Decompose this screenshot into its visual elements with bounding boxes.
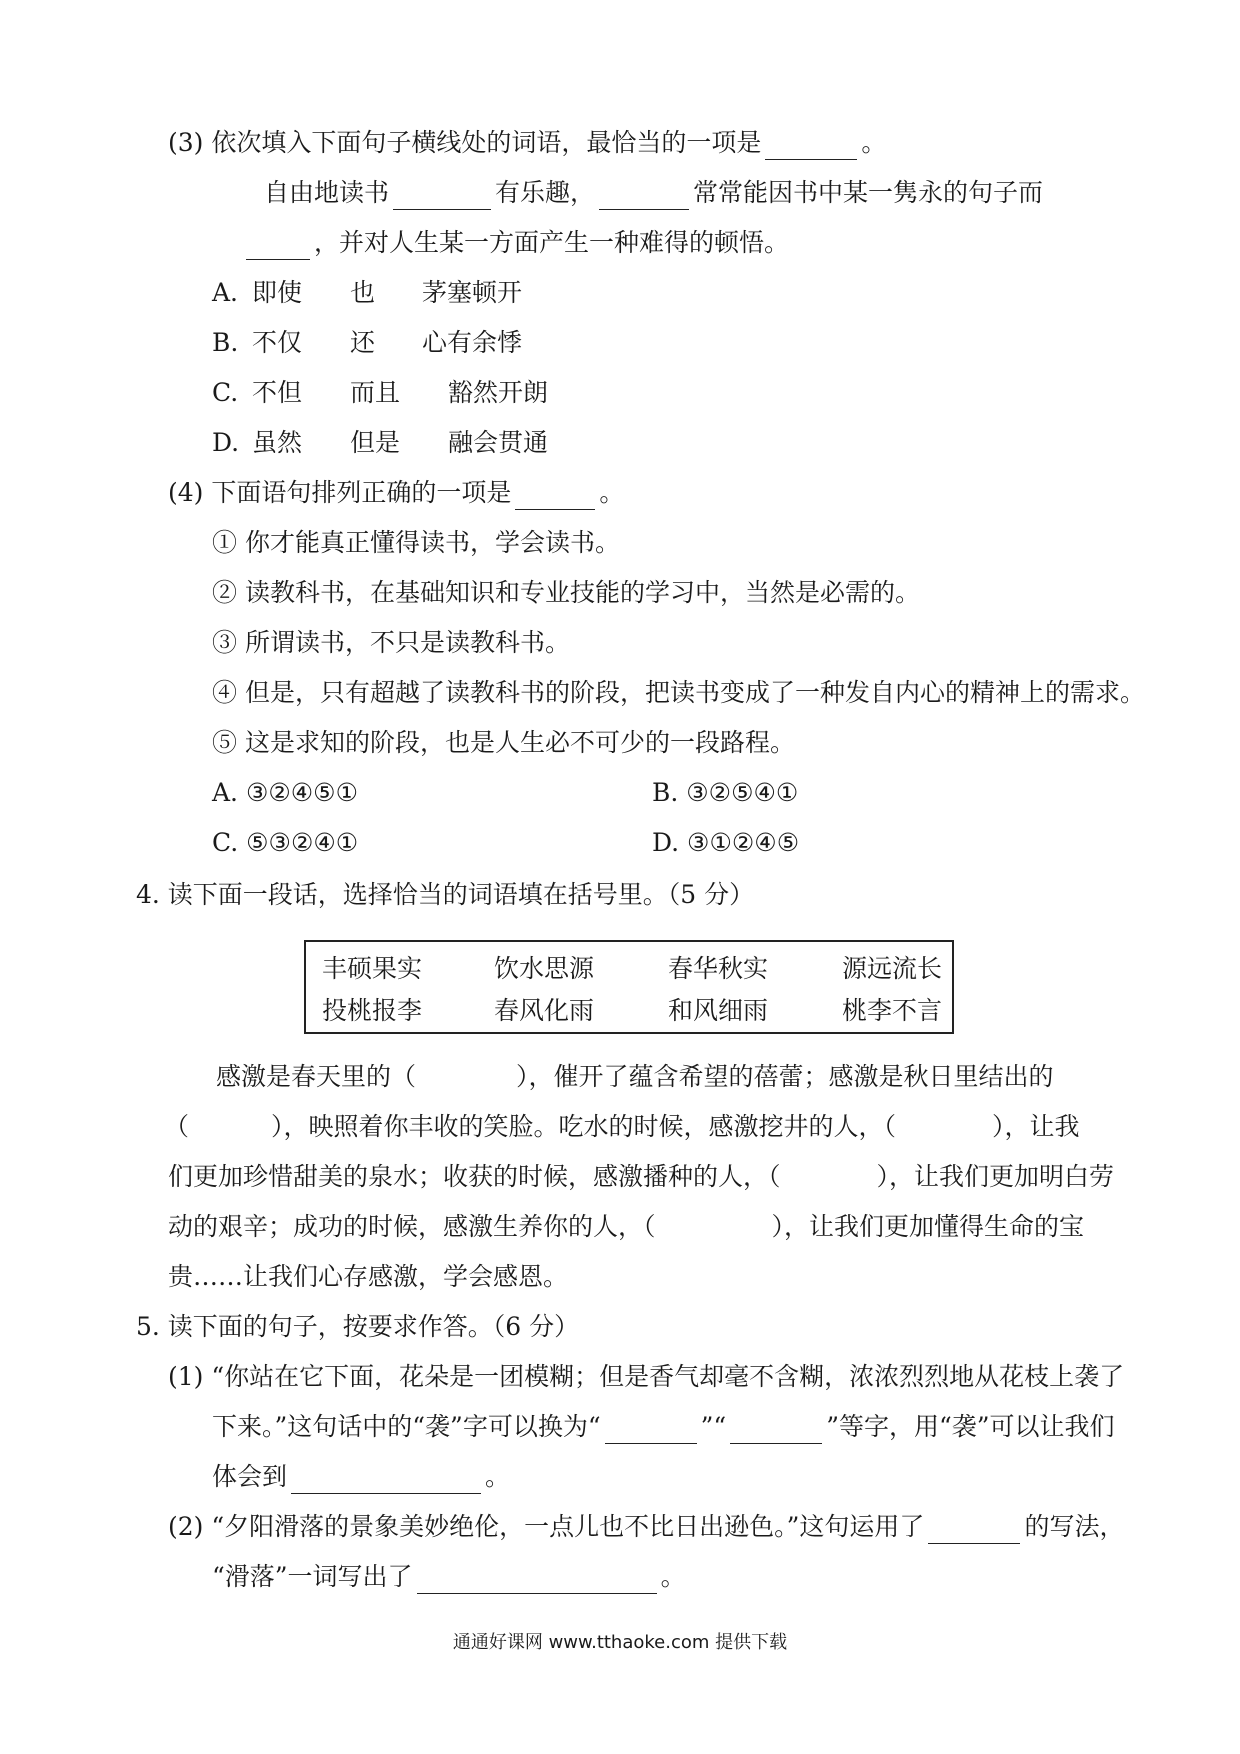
q4sub-option-b[interactable]: B. ③②⑤④① (652, 778, 799, 807)
answer-blank[interactable] (291, 1467, 481, 1494)
word-bank-item: 和风细雨 (668, 996, 769, 1025)
q5-sub2-line2 (212, 1560, 686, 1594)
option-word: 也 (350, 278, 376, 307)
option-word: 不但 (252, 378, 303, 407)
q3-sentence-part: 常常能因书中某一隽永的句子而 (693, 178, 1044, 207)
q4-passage-line1 (216, 1060, 1054, 1094)
option-word: 还 (350, 328, 376, 357)
option-word: 而且 (350, 378, 401, 407)
option-word: 豁然开朗 (448, 378, 549, 407)
word-bank-item: 桃李不言 (842, 996, 943, 1025)
option-letter: D. (212, 428, 240, 457)
option-letter: C. (212, 378, 239, 407)
q3-option-b[interactable] (212, 326, 522, 360)
q4sub-option-c[interactable]: C. ⑤③②④① (212, 828, 359, 857)
passage-text: 们更加珍惜甜美的泉水；收获的时候，感激播种的人，（ (168, 1162, 781, 1191)
q3-stem-end: 。 (861, 128, 887, 157)
q5-sub2-line1 (168, 1510, 1124, 1544)
word-bank-item: 源远流长 (842, 954, 943, 983)
q5-text: “滑落”一词写出了 (212, 1562, 413, 1591)
q4sub-item-2: ② 读教科书，在基础知识和专业技能的学习中，当然是必需的。 (212, 578, 920, 607)
q5-text: 下来。”这句话中的“袭”字可以换为“ (212, 1412, 601, 1441)
answer-blank[interactable] (599, 183, 689, 210)
q5-text: ”等字，用“袭”可以让我们 (826, 1412, 1115, 1441)
option-word: 融会贯通 (448, 428, 549, 457)
q4sub-item-4: ④ 但是，只有超越了读教科书的阶段，把读书变成了一种发自内心的精神上的需求。 (212, 678, 1145, 707)
passage-text: 感激是春天里的（ (216, 1062, 417, 1091)
q4sub-stem (168, 476, 624, 510)
q5-text: 体会到 (212, 1462, 288, 1491)
option-letter: A. (212, 278, 239, 307)
q5-text: ”“ (700, 1412, 727, 1441)
q5-text: 。 (485, 1462, 511, 1491)
option-word: 即使 (252, 278, 303, 307)
word-bank-item: 饮水思源 (494, 954, 595, 983)
q4sub-item-3: ③ 所谓读书，不只是读教科书。 (212, 628, 570, 657)
q4sub-stem-end: 。 (599, 478, 625, 507)
q5-title: 5. 读下面的句子，按要求作答。（6 分） (136, 1312, 580, 1341)
passage-text: ），让我们更加懂得生命的宝 (771, 1212, 1085, 1241)
q4sub-stem-text: (4) 下面语句排列正确的一项是 (168, 478, 512, 507)
q3-stem (168, 126, 886, 160)
passage-text: ），映照着你丰收的笑脸。吃水的时候，感激挖井的人，（ (271, 1112, 897, 1141)
q3-option-d[interactable] (212, 426, 548, 460)
word-bank-item: 丰硕果实 (322, 954, 423, 983)
word-bank-box (304, 940, 954, 1034)
answer-blank[interactable] (765, 133, 857, 160)
q3-sentence-line2 (246, 226, 789, 260)
q4sub-option-d[interactable]: D. ③①②④⑤ (652, 828, 800, 857)
q5-text: (2) “夕阳滑落的景象美妙绝伦，一点儿也不比日出逊色。”这句运用了 (168, 1512, 925, 1541)
option-word: 不仅 (252, 328, 303, 357)
q3-option-a[interactable] (212, 276, 522, 310)
q5-sub1-line3 (212, 1460, 510, 1494)
option-word: 茅塞顿开 (422, 278, 523, 307)
passage-text: ），催开了蕴含希望的蓓蕾；感激是秋日里结出的 (516, 1062, 1054, 1091)
answer-blank[interactable] (246, 233, 310, 260)
option-letter: B. (212, 328, 239, 357)
q3-sentence-line1 (264, 176, 1043, 210)
q4sub-option-a[interactable]: A. ③②④⑤① (212, 778, 359, 807)
word-bank-item: 春风化雨 (494, 996, 595, 1025)
q5-sub1-line2 (212, 1410, 1115, 1444)
passage-text: （ (164, 1112, 190, 1141)
q3-option-c[interactable] (212, 376, 548, 410)
q4-passage-line3 (168, 1160, 1114, 1194)
answer-blank[interactable] (730, 1417, 822, 1444)
passage-text: ），让我 (992, 1112, 1080, 1141)
word-bank-item: 投桃报李 (322, 996, 423, 1025)
q4-passage-line2 (164, 1110, 1080, 1144)
q3-sentence-part: ，并对人生某一方面产生一种难得的顿悟。 (314, 228, 790, 257)
option-word: 心有余悸 (422, 328, 523, 357)
q3-sentence-part: 有乐趣， (495, 178, 596, 207)
q4-passage-line5: 贵……让我们心存感激，学会感恩。 (168, 1262, 569, 1291)
q4sub-item-1: ① 你才能真正懂得读书，学会读书。 (212, 528, 620, 557)
answer-blank[interactable] (393, 183, 491, 210)
q3-stem-text: (3) 依次填入下面句子横线处的词语，最恰当的一项是 (168, 128, 762, 157)
q5-text: 。 (660, 1562, 686, 1591)
answer-blank[interactable] (605, 1417, 697, 1444)
option-word: 但是 (350, 428, 401, 457)
option-word: 虽然 (252, 428, 303, 457)
answer-blank[interactable] (417, 1567, 657, 1594)
q3-sentence-part: 自由地读书 (264, 178, 390, 207)
passage-text: 动的艰辛；成功的时候，感激生养你的人，（ (168, 1212, 656, 1241)
q5-sub1-line1: (1) “你站在它下面，花朵是一团模糊；但是香气却毫不含糊，浓浓烈烈地从花枝上袭了 (168, 1362, 1125, 1391)
answer-blank[interactable] (928, 1517, 1020, 1544)
q4-passage-line4 (168, 1210, 1084, 1244)
q5-text: 的写法， (1024, 1512, 1125, 1541)
word-bank-item: 春华秋实 (668, 954, 769, 983)
page-footer: 通通好课网 www.tthaoke.com 提供下载 (452, 1632, 788, 1653)
answer-blank[interactable] (515, 483, 595, 510)
passage-text: ），让我们更加明白劳 (876, 1162, 1115, 1191)
q4-title: 4. 读下面一段话，选择恰当的词语填在括号里。（5 分） (136, 880, 755, 909)
q4sub-item-5: ⑤ 这是求知的阶段，也是人生必不可少的一段路程。 (212, 728, 795, 757)
